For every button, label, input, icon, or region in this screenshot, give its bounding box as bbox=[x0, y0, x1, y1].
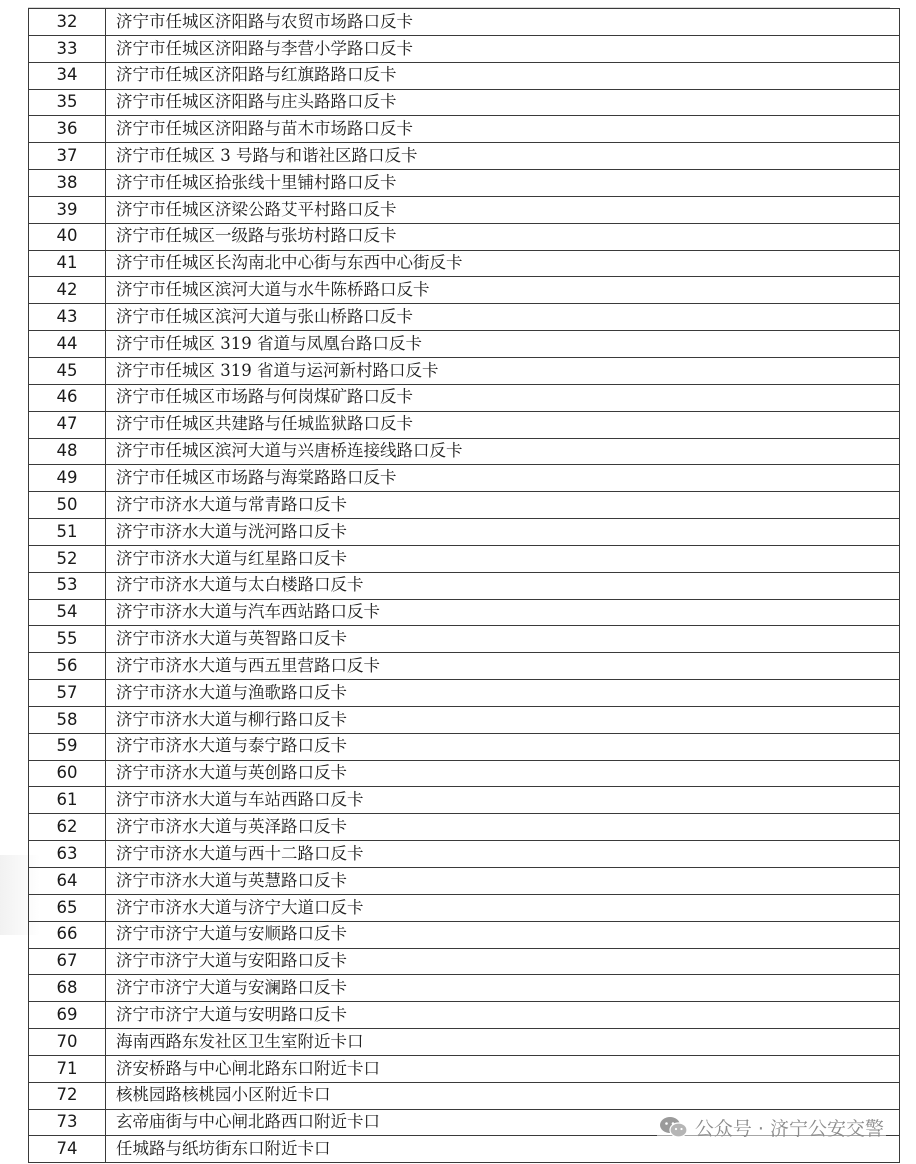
row-location: 济宁市任城区共建路与任城监狱路口反卡 bbox=[106, 411, 900, 438]
table-row bbox=[29, 760, 900, 787]
row-number: 40 bbox=[29, 223, 106, 250]
table-row bbox=[29, 62, 900, 89]
table-row bbox=[29, 706, 900, 733]
table-row bbox=[29, 384, 900, 411]
row-location: 核桃园路核桃园小区附近卡口 bbox=[106, 1082, 900, 1109]
row-number: 68 bbox=[29, 975, 106, 1002]
table-row bbox=[29, 170, 900, 197]
table-row bbox=[29, 733, 900, 760]
row-number: 66 bbox=[29, 921, 106, 948]
table-row bbox=[29, 9, 900, 36]
row-location: 济宁市济水大道与汽车西站路口反卡 bbox=[106, 599, 900, 626]
row-number: 63 bbox=[29, 841, 106, 868]
row-location: 任城路与纸坊街东口附近卡口 bbox=[106, 1136, 900, 1163]
table-row bbox=[29, 250, 900, 277]
table-row bbox=[29, 626, 900, 653]
row-number: 42 bbox=[29, 277, 106, 304]
row-location: 济宁市济水大道与英慧路口反卡 bbox=[106, 868, 900, 895]
row-location: 济宁市任城区一级路与张坊村路口反卡 bbox=[106, 223, 900, 250]
row-location: 济宁市济宁大道与安澜路口反卡 bbox=[106, 975, 900, 1002]
table-row bbox=[29, 357, 900, 384]
row-location: 济宁市济宁大道与安明路口反卡 bbox=[106, 1002, 900, 1029]
table-row bbox=[29, 519, 900, 546]
row-number: 64 bbox=[29, 868, 106, 895]
table-row bbox=[29, 814, 900, 841]
row-number: 74 bbox=[29, 1136, 106, 1163]
row-location: 济宁市济宁大道与安顺路口反卡 bbox=[106, 921, 900, 948]
row-location: 济宁市济水大道与英创路口反卡 bbox=[106, 760, 900, 787]
row-number: 38 bbox=[29, 170, 106, 197]
row-location: 济宁市济水大道与济宁大道口反卡 bbox=[106, 894, 900, 921]
row-location: 济宁市济宁大道与安阳路口反卡 bbox=[106, 948, 900, 975]
table-row bbox=[29, 975, 900, 1002]
row-location: 济宁市任城区济梁公路艾平村路口反卡 bbox=[106, 196, 900, 223]
row-location: 济宁市任城区济阳路与李营小学路口反卡 bbox=[106, 35, 900, 62]
row-location: 济宁市任城区济阳路与庄头路路口反卡 bbox=[106, 89, 900, 116]
table-row bbox=[29, 1029, 900, 1056]
row-number: 48 bbox=[29, 438, 106, 465]
table-row bbox=[29, 465, 900, 492]
table-row bbox=[29, 572, 900, 599]
row-number: 52 bbox=[29, 545, 106, 572]
row-number: 39 bbox=[29, 196, 106, 223]
table-row bbox=[29, 680, 900, 707]
row-number: 49 bbox=[29, 465, 106, 492]
row-location: 济宁市济水大道与车站西路口反卡 bbox=[106, 787, 900, 814]
row-location: 济宁市济水大道与常青路口反卡 bbox=[106, 492, 900, 519]
row-location: 济宁市任城区济阳路与苗木市场路口反卡 bbox=[106, 116, 900, 143]
table-row bbox=[29, 35, 900, 62]
row-location: 济宁市济水大道与西五里营路口反卡 bbox=[106, 653, 900, 680]
row-number: 70 bbox=[29, 1029, 106, 1056]
table-row bbox=[29, 894, 900, 921]
table-row bbox=[29, 787, 900, 814]
row-location: 玄帝庙街与中心闸北路西口附近卡口 bbox=[106, 1109, 900, 1136]
row-location: 济宁市任城区滨河大道与张山桥路口反卡 bbox=[106, 304, 900, 331]
row-location: 济宁市济水大道与太白楼路口反卡 bbox=[106, 572, 900, 599]
table-row bbox=[29, 868, 900, 895]
table-row bbox=[29, 545, 900, 572]
row-location: 济宁市济水大道与渔歌路口反卡 bbox=[106, 680, 900, 707]
row-number: 35 bbox=[29, 89, 106, 116]
row-number: 46 bbox=[29, 384, 106, 411]
checkpoint-table bbox=[28, 8, 900, 1163]
table-row bbox=[29, 1002, 900, 1029]
row-location: 海南西路东发社区卫生室附近卡口 bbox=[106, 1029, 900, 1056]
row-number: 72 bbox=[29, 1082, 106, 1109]
row-location: 济宁市济水大道与洸河路口反卡 bbox=[106, 519, 900, 546]
row-location: 济宁市济水大道与英智路口反卡 bbox=[106, 626, 900, 653]
table-row bbox=[29, 948, 900, 975]
row-location: 济宁市任城区市场路与何岗煤矿路口反卡 bbox=[106, 384, 900, 411]
row-number: 59 bbox=[29, 733, 106, 760]
row-number: 53 bbox=[29, 572, 106, 599]
row-number: 67 bbox=[29, 948, 106, 975]
row-location: 济宁市济水大道与泰宁路口反卡 bbox=[106, 733, 900, 760]
row-location: 济宁市任城区济阳路与农贸市场路口反卡 bbox=[106, 9, 900, 36]
table-row bbox=[29, 277, 900, 304]
row-number: 56 bbox=[29, 653, 106, 680]
checkpoint-table-body bbox=[29, 9, 900, 1163]
row-number: 41 bbox=[29, 250, 106, 277]
row-number: 58 bbox=[29, 706, 106, 733]
table-row bbox=[29, 921, 900, 948]
row-number: 43 bbox=[29, 304, 106, 331]
row-number: 55 bbox=[29, 626, 106, 653]
table-row bbox=[29, 841, 900, 868]
row-location: 济宁市济水大道与西十二路口反卡 bbox=[106, 841, 900, 868]
row-number: 73 bbox=[29, 1109, 106, 1136]
row-number: 45 bbox=[29, 357, 106, 384]
watermark-text: 公众号 · 济宁公安交警 bbox=[694, 1117, 884, 1140]
row-number: 57 bbox=[29, 680, 106, 707]
row-location: 济宁市济水大道与红星路口反卡 bbox=[106, 545, 900, 572]
row-location: 济宁市任城区 319 省道与运河新村路口反卡 bbox=[106, 357, 900, 384]
table-row bbox=[29, 1082, 900, 1109]
wechat-icon bbox=[659, 1116, 689, 1138]
row-location: 济宁市任城区长沟南北中心街与东西中心街反卡 bbox=[106, 250, 900, 277]
table-row bbox=[29, 653, 900, 680]
row-number: 47 bbox=[29, 411, 106, 438]
row-location: 济宁市任城区拾张线十里铺村路口反卡 bbox=[106, 170, 900, 197]
table-row bbox=[29, 492, 900, 519]
row-number: 50 bbox=[29, 492, 106, 519]
row-number: 33 bbox=[29, 35, 106, 62]
row-number: 69 bbox=[29, 1002, 106, 1029]
page-top-rule bbox=[28, 0, 890, 8]
row-number: 61 bbox=[29, 787, 106, 814]
row-location: 济宁市济水大道与英泽路口反卡 bbox=[106, 814, 900, 841]
table-row bbox=[29, 116, 900, 143]
row-location: 济宁市任城区 319 省道与凤凰台路口反卡 bbox=[106, 331, 900, 358]
row-number: 54 bbox=[29, 599, 106, 626]
row-location: 济宁市任城区滨河大道与兴唐桥连接线路口反卡 bbox=[106, 438, 900, 465]
row-number: 36 bbox=[29, 116, 106, 143]
row-location: 济安桥路与中心闸北路东口附近卡口 bbox=[106, 1055, 900, 1082]
table-row bbox=[29, 1055, 900, 1082]
table-row bbox=[29, 331, 900, 358]
row-location: 济宁市任城区济阳路与红旗路路口反卡 bbox=[106, 62, 900, 89]
row-number: 71 bbox=[29, 1055, 106, 1082]
table-row bbox=[29, 438, 900, 465]
table-row bbox=[29, 304, 900, 331]
row-number: 37 bbox=[29, 143, 106, 170]
table-row bbox=[29, 196, 900, 223]
table-row bbox=[29, 411, 900, 438]
row-number: 34 bbox=[29, 62, 106, 89]
table-row bbox=[29, 223, 900, 250]
table-row bbox=[29, 599, 900, 626]
row-location: 济宁市任城区 3 号路与和谐社区路口反卡 bbox=[106, 143, 900, 170]
row-location: 济宁市任城区滨河大道与水牛陈桥路口反卡 bbox=[106, 277, 900, 304]
table-row bbox=[29, 89, 900, 116]
row-number: 32 bbox=[29, 9, 106, 36]
watermark bbox=[657, 1113, 886, 1141]
row-number: 60 bbox=[29, 760, 106, 787]
row-number: 44 bbox=[29, 331, 106, 358]
row-location: 济宁市任城区市场路与海棠路路口反卡 bbox=[106, 465, 900, 492]
row-number: 65 bbox=[29, 894, 106, 921]
table-row bbox=[29, 143, 900, 170]
row-number: 62 bbox=[29, 814, 106, 841]
row-location: 济宁市济水大道与柳行路口反卡 bbox=[106, 706, 900, 733]
row-number: 51 bbox=[29, 519, 106, 546]
